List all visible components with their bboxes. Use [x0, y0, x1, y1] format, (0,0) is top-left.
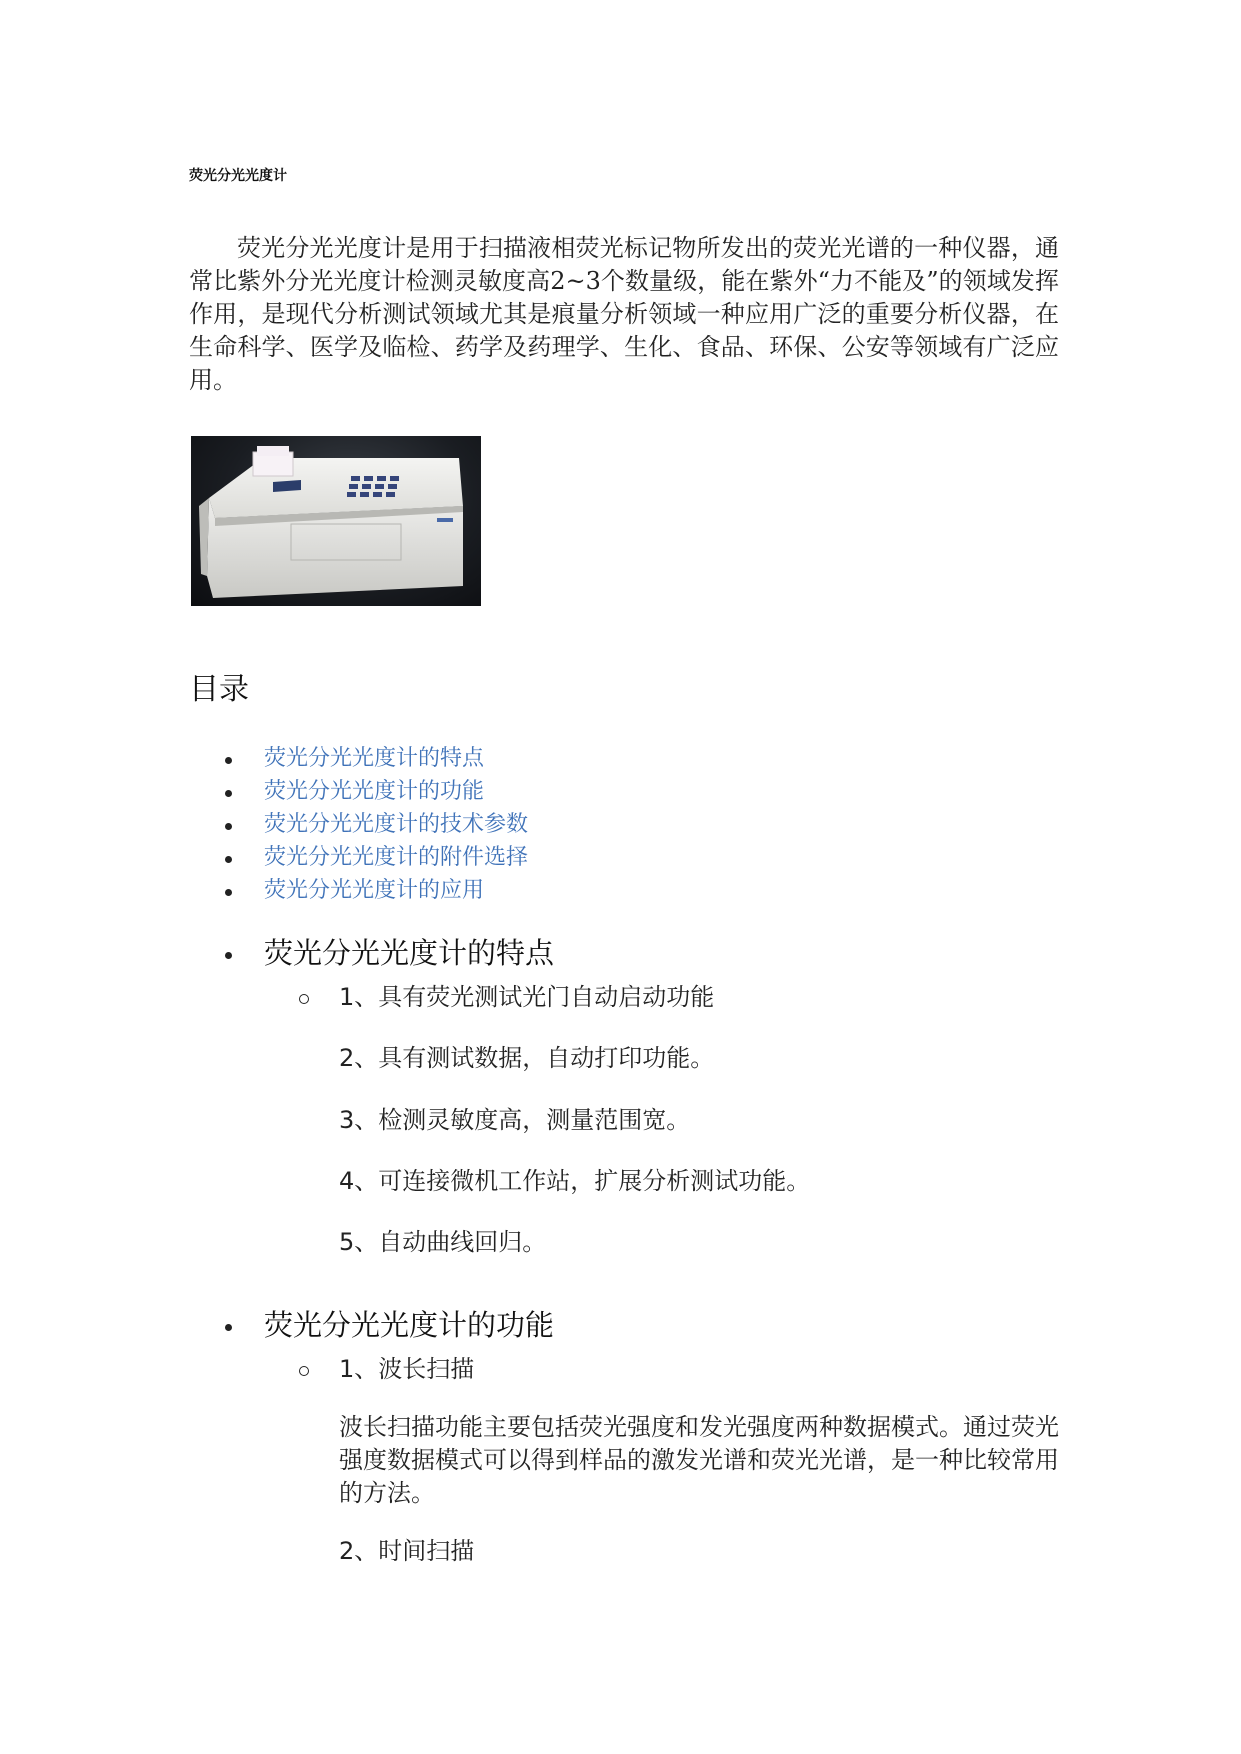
function-number: 2 — [339, 1537, 355, 1565]
function-text: 、时间扫描 — [354, 1537, 475, 1565]
toc-item — [189, 874, 528, 907]
feature-number: 3 — [339, 1106, 355, 1134]
function-item — [189, 1535, 1089, 1568]
feature-text: 、具有荧光测试光门自动启动功能 — [354, 983, 715, 1011]
toc-link-accessories[interactable]: 荧光分光光度计的附件选择 — [264, 845, 529, 870]
product-image — [191, 436, 481, 606]
feature-item — [189, 1165, 1089, 1198]
feature-number: 4 — [339, 1167, 355, 1195]
circle-bullet-icon — [299, 994, 309, 1004]
toc-link-applications[interactable]: 荧光分光光度计的应用 — [264, 878, 485, 903]
feature-text: 、自动曲线回归。 — [354, 1228, 547, 1256]
circle-bullet-icon — [299, 1366, 309, 1376]
function-text: 、波长扫描 — [354, 1355, 475, 1383]
toc-item — [189, 808, 528, 841]
feature-text: 、检测灵敏度高，测量范围宽。 — [354, 1106, 691, 1134]
toc-link-specifications[interactable]: 荧光分光光度计的技术参数 — [264, 812, 529, 837]
functions-section — [189, 1305, 1089, 1568]
feature-text: 、可连接微机工作站，扩展分析测试功能。 — [354, 1167, 811, 1195]
toc-item — [189, 775, 528, 808]
toc-link-functions[interactable]: 荧光分光光度计的功能 — [264, 779, 485, 804]
toc-list — [189, 742, 528, 907]
feature-item — [189, 1042, 1089, 1075]
feature-item — [189, 1226, 1089, 1259]
feature-number: 2 — [339, 1044, 355, 1072]
feature-number: 5 — [339, 1228, 355, 1256]
wavelength-scan-description: 波长扫描功能主要包括荧光强度和发光强度两种数据模式。通过荧光强度数据模式可以得到样品的激发光谱和荧光光谱，是一种比较常用的方法。 — [339, 1413, 1059, 1507]
toc-link-features[interactable]: 荧光分光光度计的特点 — [264, 746, 485, 771]
function-number: 1 — [339, 1355, 355, 1383]
toc-item — [189, 841, 528, 874]
features-section — [189, 933, 1089, 1259]
toc-item — [189, 742, 528, 775]
feature-number: 1 — [339, 983, 355, 1011]
feature-text: 、具有测试数据，自动打印功能。 — [354, 1044, 715, 1072]
spectrophotometer-illustration — [191, 436, 481, 606]
toc-heading: 目录 — [189, 672, 249, 707]
intro-paragraph: 荧光分光光度计是用于扫描液相荧光标记物所发出的荧光光谱的一种仪器，通常比紫外分光光度计检测灵敏度高2~3个数量级，能在紫外“力不能及”的领域发挥作用，是现代分析测试领域尤其是痕量分析领域一种应用广泛的重要分析仪器，在生命科学、医学及临检、药学及药理学、生化、食品、环保、公安等领域有广泛应用。 — [189, 234, 1059, 394]
functions-heading: 荧光分光光度计的功能 — [189, 1305, 1089, 1345]
feature-item — [189, 1104, 1089, 1137]
function-item — [189, 1353, 1089, 1386]
feature-item — [189, 981, 1089, 1014]
document-title: 荧光分光光度计 — [189, 168, 287, 184]
features-heading: 荧光分光光度计的特点 — [189, 933, 1089, 973]
